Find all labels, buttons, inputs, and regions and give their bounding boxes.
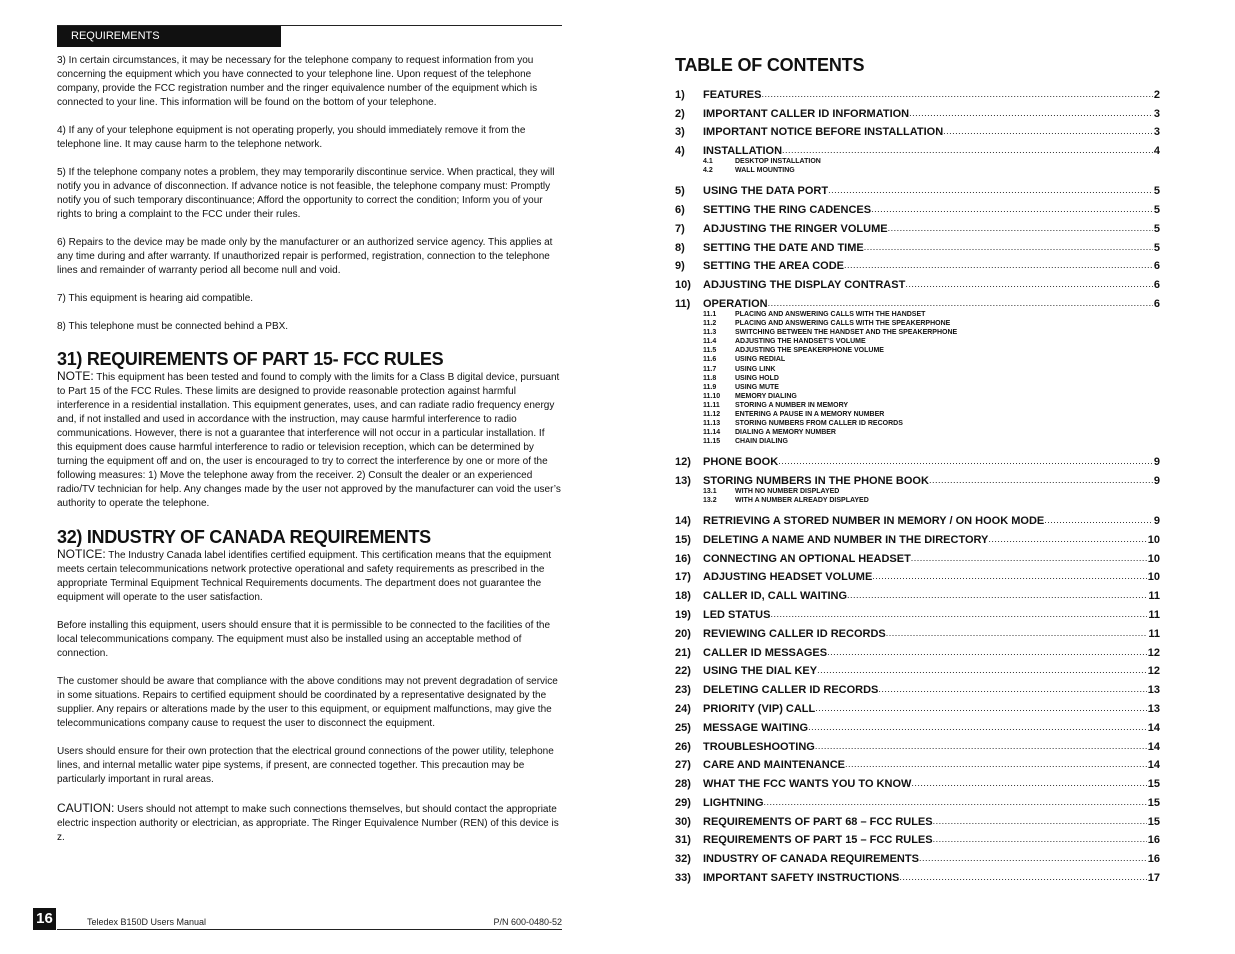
toc-entry[interactable] — [675, 120, 1160, 139]
paragraph: 6) Repairs to the device may be made only by the manufacturer or an authorized service agency. This applies at any time during and after warranty. If unauthorized repair is performed, registration, connection to the telephone lines and remainder of warranty period all become null and void. — [57, 237, 553, 276]
toc-entry-page: 6 — [1153, 260, 1160, 273]
toc-entry-number: 31) — [675, 834, 691, 847]
toc-subsection-number: 11.8 — [703, 374, 717, 382]
toc-entry-number: 14) — [675, 514, 691, 527]
toc-dot-leader — [943, 125, 1153, 138]
toc-entry-page: 10 — [1147, 571, 1160, 584]
toc-entry[interactable] — [675, 621, 1160, 640]
toc-entry-number: 13) — [675, 474, 691, 487]
toc-entry[interactable] — [675, 449, 1160, 468]
toc-entry-number: 16) — [675, 552, 691, 565]
toc-entry-label: CALLER ID, CALL WAITING — [703, 590, 848, 603]
caution-text: Users should not attempt to make such connections themselves, but should contact the appropriate electric inspection authority or electrician, as appropriate. The Ringer Equivalence Number (REN) of this device is z. — [57, 804, 559, 843]
toc-entry[interactable] — [675, 235, 1160, 254]
paragraph: The customer should be aware that compliance with the above conditions may not prevent degradation of service in some situations. Repairs to certified equipment should be coordinated by a representative designated by the supplier. Any repairs or alterations made by the user to this equipment, or equipment malfunctions, may give the telecommunications company cause to request the user to disconnect the equipment. — [57, 676, 558, 729]
toc-dot-leader — [782, 144, 1153, 157]
toc-dot-leader — [845, 758, 1147, 771]
toc-subsection-list — [703, 487, 1160, 505]
toc-subsection-label: USING LINK — [735, 365, 776, 373]
toc-subsection[interactable] — [703, 337, 1160, 346]
toc-subsection-list — [703, 310, 1160, 446]
footer-part-number: P/N 600-0480-52 — [493, 917, 562, 927]
toc-entry-page: 9 — [1153, 456, 1160, 469]
toc-subsection[interactable] — [703, 437, 1160, 446]
note-label: NOTE: — [57, 369, 94, 383]
toc-subsection[interactable] — [703, 383, 1160, 392]
toc-entry-label: LED STATUS — [703, 608, 771, 621]
toc-entry-page: 15 — [1147, 796, 1160, 809]
section-32-text — [57, 547, 562, 605]
toc-entry-number: 2) — [675, 107, 685, 120]
toc-entry-page: 14 — [1147, 759, 1160, 772]
paragraph: 8) This telephone must be connected behind a PBX. — [57, 321, 289, 332]
left-page-body — [57, 54, 562, 859]
toc-entry-number: 28) — [675, 778, 691, 791]
toc-entry-page: 2 — [1153, 88, 1160, 101]
toc-subsection-number: 11.9 — [703, 383, 717, 391]
section-31-text — [57, 369, 562, 511]
toc-entry[interactable] — [675, 138, 1160, 157]
toc-entry[interactable] — [675, 696, 1160, 715]
toc-entry[interactable] — [675, 865, 1160, 884]
toc-entry[interactable] — [675, 602, 1160, 621]
toc-subsection-number: 13.1 — [703, 487, 717, 495]
toc-subsection-number: 11.14 — [703, 429, 721, 437]
toc-subsection-number: 11.4 — [703, 338, 717, 346]
toc-dot-leader — [761, 88, 1152, 101]
toc-entry-page: 11 — [1148, 590, 1160, 603]
page-number: 16 — [33, 908, 56, 930]
toc-entry-number: 12) — [675, 456, 691, 469]
toc-dot-leader — [988, 533, 1146, 546]
toc-subsection[interactable] — [703, 365, 1160, 374]
toc-entry-label: SETTING THE DATE AND TIME — [703, 241, 864, 254]
toc-entry-label: DELETING A NAME AND NUMBER IN THE DIRECTORY — [703, 533, 989, 546]
toc-entry-number: 5) — [675, 185, 685, 198]
toc-entry-label: DELETING CALLER ID RECORDS — [703, 684, 879, 697]
toc-entry[interactable] — [675, 771, 1160, 790]
toc-subsection-label: STORING A NUMBER IN MEMORY — [735, 401, 849, 409]
toc-subsection-label: USING REDIAL — [735, 356, 786, 364]
toc-subsection[interactable] — [703, 355, 1160, 364]
toc-subsection[interactable] — [703, 310, 1160, 319]
toc-subsection[interactable] — [703, 157, 1160, 166]
toc-entry-label: REQUIREMENTS OF PART 15 – FCC RULES — [703, 834, 933, 847]
toc-subsection[interactable] — [703, 428, 1160, 437]
caution-label: CAUTION: — [57, 801, 115, 815]
notice-label: NOTICE: — [57, 547, 106, 561]
toc-entry-label: RETRIEVING A STORED NUMBER IN MEMORY / ON HOOK MODE — [703, 514, 1045, 527]
toc-entry-page: 15 — [1147, 778, 1160, 791]
toc-entry-page: 5 — [1153, 185, 1160, 198]
toc-entry[interactable] — [675, 216, 1160, 235]
toc-entry-page: 5 — [1153, 203, 1160, 216]
toc-subsection-label: ENTERING A PAUSE IN A MEMORY NUMBER — [735, 410, 885, 418]
footer — [87, 917, 562, 927]
toc-entry-number: 21) — [675, 646, 691, 659]
toc-entry[interactable] — [675, 527, 1160, 546]
toc-entry-label: SETTING THE RING CADENCES — [703, 203, 872, 216]
toc-dot-leader — [888, 222, 1153, 235]
toc-entry-label: LIGHTNING — [703, 796, 764, 809]
paragraph: Before installing this equipment, users should ensure that it is permissible to be connected to the facilities of the local telecommunications company. The equipment must also be installed using an acceptable method of connection. — [57, 620, 551, 659]
left-page — [57, 25, 562, 935]
toc-entry[interactable] — [675, 565, 1160, 584]
toc-entry[interactable] — [675, 82, 1160, 101]
toc-subsection[interactable] — [703, 346, 1160, 355]
toc-dot-leader — [905, 278, 1153, 291]
toc-entry-label: PHONE BOOK — [703, 456, 779, 469]
toc-entry-label: REQUIREMENTS OF PART 68 – FCC RULES — [703, 815, 933, 828]
toc-entry[interactable] — [675, 677, 1160, 696]
toc-entry-label: IMPORTANT CALLER ID INFORMATION — [703, 107, 910, 120]
toc-dot-leader — [929, 474, 1153, 487]
toc-dot-leader — [911, 552, 1147, 565]
toc-subsection-number: 13.2 — [703, 497, 717, 505]
toc-entry-number: 22) — [675, 665, 691, 678]
toc-entry-label: IMPORTANT NOTICE BEFORE INSTALLATION — [703, 126, 944, 139]
toc-subsection[interactable] — [703, 419, 1160, 428]
toc-entry-label: PRIORITY (VIP) CALL — [703, 702, 816, 715]
toc-entry[interactable] — [675, 734, 1160, 753]
toc-entry-page: 10 — [1147, 552, 1160, 565]
toc-entry-page: 16 — [1147, 853, 1160, 866]
toc-entry-number: 23) — [675, 684, 691, 697]
toc-title: TABLE OF CONTENTS — [675, 55, 865, 75]
toc-entry-page: 3 — [1153, 126, 1160, 139]
toc-dot-leader — [815, 702, 1147, 715]
toc-entry-number: 4) — [675, 145, 685, 158]
toc-entry[interactable] — [675, 101, 1160, 120]
toc-subsection-label: USING HOLD — [735, 374, 779, 382]
toc-entry-page: 13 — [1147, 702, 1160, 715]
toc-entry-label: INDUSTRY OF CANADA REQUIREMENTS — [703, 853, 919, 866]
toc-subsection[interactable] — [703, 401, 1160, 410]
toc-subsection-label: WITH NO NUMBER DISPLAYED — [735, 487, 840, 495]
toc-entry[interactable] — [675, 546, 1160, 565]
toc-entry-page: 16 — [1147, 834, 1160, 847]
section-tab: REQUIREMENTS — [57, 26, 281, 47]
toc-entry-number: 1) — [675, 88, 685, 101]
toc-entry-number: 30) — [675, 815, 691, 828]
toc-dot-leader — [1044, 514, 1153, 527]
toc-entry-label: CALLER ID MESSAGES — [703, 646, 828, 659]
toc-subsection-number: 11.12 — [703, 410, 721, 418]
toc-dot-leader — [808, 721, 1147, 734]
toc-entry[interactable] — [675, 508, 1160, 527]
toc-subsection-number: 11.3 — [703, 329, 717, 337]
section-31-heading: 31) REQUIREMENTS OF PART 15- FCC RULES — [57, 349, 444, 369]
right-page — [675, 54, 1160, 884]
toc-subsection-number: 11.11 — [703, 401, 720, 409]
toc-entry-label: IMPORTANT SAFETY INSTRUCTIONS — [703, 872, 900, 885]
toc-entry-number: 19) — [675, 608, 691, 621]
toc-dot-leader — [844, 259, 1153, 272]
toc-entry-page: 11 — [1148, 608, 1160, 621]
note-text: This equipment has been tested and found to comply with the limits for a Class B digital device, pursuant to Part 15 of the FCC Rules. These limits are designed to provide reasonable protection against harmful interference in a residential installation. This equipment generates, uses, and can radiate radio frequency energy and, if not installed and used in accordance with the instruction, may cause harmful interference to radio communications. However, there is not a guarantee that interference will not occur in a particular installation. If this equipment does cause harmful interference to radio or television reception, which can be determined by turning the equipment off and on, the user is encouraged to try to correct the interference by one or more of the following measures: 1) Move the telephone away from the receiver. 2) Consult the dealer or an experienced radio/TV technician for help. Any changes made by the user not approved by the manufacturer can void the user’s authority to operate the telephone. — [57, 372, 561, 509]
toc-subsection[interactable] — [703, 374, 1160, 383]
toc-entry[interactable] — [675, 197, 1160, 216]
toc-dot-leader — [827, 646, 1147, 659]
toc-entry-number: 33) — [675, 872, 691, 885]
toc-dot-leader — [768, 297, 1153, 310]
toc-entry-label: TROUBLESHOOTING — [703, 740, 815, 753]
toc-entry-label: CARE AND MAINTENANCE — [703, 759, 845, 772]
toc-entry[interactable] — [675, 583, 1160, 602]
toc-entry-page: 9 — [1153, 514, 1160, 527]
toc-subsection-label: CHAIN DIALING — [735, 438, 788, 446]
toc-entry-page: 5 — [1153, 222, 1160, 235]
toc-subsection-number: 11.15 — [703, 438, 721, 446]
toc-dot-leader — [815, 740, 1147, 753]
toc-entry-label: ADJUSTING THE DISPLAY CONTRAST — [703, 279, 906, 292]
toc-subsection[interactable] — [703, 392, 1160, 401]
toc-entry-number: 17) — [675, 571, 691, 584]
toc-subsection-number: 11.7 — [703, 365, 717, 373]
toc-entry-page: 14 — [1147, 740, 1160, 753]
toc-subsection-number: 11.1 — [703, 310, 717, 318]
toc-entry-number: 9) — [675, 260, 685, 273]
toc-entry-number: 27) — [675, 759, 691, 772]
toc-dot-leader — [933, 833, 1147, 846]
toc-entry-label: WHAT THE FCC WANTS YOU TO KNOW — [703, 778, 912, 791]
toc-dot-leader — [847, 589, 1147, 602]
toc-subsection-label: MEMORY DIALING — [735, 392, 797, 400]
toc-entry-label: INSTALLATION — [703, 145, 783, 158]
toc-entry-number: 6) — [675, 203, 685, 216]
toc-entry-number: 25) — [675, 721, 691, 734]
toc-dot-leader — [828, 184, 1153, 197]
toc-entry-page: 3 — [1153, 107, 1160, 120]
toc-entry-label: MESSAGE WAITING — [703, 721, 809, 734]
toc-entry[interactable] — [675, 468, 1160, 487]
toc-entry[interactable] — [675, 790, 1160, 809]
toc-entry-number: 10) — [675, 279, 691, 292]
toc-entry-number: 29) — [675, 796, 691, 809]
toc-entry[interactable] — [675, 272, 1160, 291]
toc-entry-number: 24) — [675, 702, 691, 715]
toc-subsection-label: DIALING A MEMORY NUMBER — [735, 429, 836, 437]
toc-entry-label: ADJUSTING HEADSET VOLUME — [703, 571, 873, 584]
toc-dot-leader — [878, 683, 1146, 696]
toc-entry-label: FEATURES — [703, 88, 762, 101]
toc-dot-leader — [911, 777, 1146, 790]
toc-entry-page: 12 — [1147, 665, 1160, 678]
footer-rule — [57, 929, 562, 930]
toc-subsection-label: WALL MOUNTING — [735, 167, 795, 175]
toc-dot-leader — [886, 627, 1148, 640]
toc-dot-leader — [764, 796, 1147, 809]
notice-text: The Industry Canada label identifies certified equipment. This certification means that the equipment meets certain telecommunications network protective operational and safety requirements as prescribed in the appropriate Terminal Equipment Technical Requirements documents. The department does not guarantee the equipment will operate to the user satisfaction. — [57, 550, 552, 603]
paragraph: 7) This equipment is hearing aid compatible. — [57, 293, 254, 304]
paragraph: 4) If any of your telephone equipment is not operating properly, you should immediately remove it from the telephone line. It may cause harm to the telephone network. — [57, 125, 526, 150]
toc-entry-label: STORING NUMBERS IN THE PHONE BOOK — [703, 474, 929, 487]
toc-entry-page: 10 — [1147, 533, 1160, 546]
toc-entry[interactable] — [675, 178, 1160, 197]
toc-entry-number: 32) — [675, 853, 691, 866]
toc-entry-number: 11) — [675, 297, 691, 310]
toc-list — [675, 82, 1160, 884]
toc-entry-number: 18) — [675, 590, 691, 603]
toc-subsection-label: PLACING AND ANSWERING CALLS WITH THE HANDSET — [735, 310, 926, 318]
toc-entry-page: 5 — [1153, 241, 1160, 254]
toc-entry-page: 14 — [1147, 721, 1160, 734]
toc-entry-label: ADJUSTING THE RINGER VOLUME — [703, 222, 888, 235]
toc-dot-leader — [864, 241, 1153, 254]
toc-entry-number: 26) — [675, 740, 691, 753]
paragraph: Users should ensure for their own protection that the electrical ground connections of the power utility, telephone lines, and internal metallic water pipe systems, if present, are connected together. This precaution may be particularly important in rural areas. — [57, 746, 554, 785]
toc-entry-page: 13 — [1147, 684, 1160, 697]
toc-entry-page: 12 — [1147, 646, 1160, 659]
toc-dot-leader — [817, 664, 1147, 677]
toc-entry[interactable] — [675, 846, 1160, 865]
toc-dot-leader — [871, 203, 1153, 216]
toc-entry-label: USING THE DIAL KEY — [703, 665, 818, 678]
toc-subsection[interactable] — [703, 319, 1160, 328]
toc-entry[interactable] — [675, 828, 1160, 847]
toc-entry-number: 8) — [675, 241, 685, 254]
toc-entry-page: 17 — [1147, 872, 1160, 885]
toc-subsection-label: SWITCHING BETWEEN THE HANDSET AND THE SPEAKERPHONE — [735, 329, 958, 337]
toc-entry-label: SETTING THE AREA CODE — [703, 260, 844, 273]
toc-subsection-number: 11.13 — [703, 420, 721, 428]
toc-subsection[interactable] — [703, 166, 1160, 175]
toc-subsection-number: 4.1 — [703, 158, 713, 166]
toc-entry-number: 20) — [675, 627, 691, 640]
toc-subsection[interactable] — [703, 410, 1160, 419]
toc-subsection[interactable] — [703, 328, 1160, 337]
toc-entry[interactable] — [675, 640, 1160, 659]
toc-subsection-number: 11.2 — [703, 320, 717, 328]
toc-entry-page: 6 — [1153, 297, 1160, 310]
toc-subsection[interactable] — [703, 496, 1160, 505]
toc-subsection-number: 4.2 — [703, 167, 713, 175]
toc-entry[interactable] — [675, 753, 1160, 772]
toc-entry-page: 15 — [1147, 815, 1160, 828]
toc-subsection-label: PLACING AND ANSWERING CALLS WITH THE SPEAKERPHONE — [735, 320, 951, 328]
toc-subsection-label: WITH A NUMBER ALREADY DISPLAYED — [735, 497, 869, 505]
toc-entry[interactable] — [675, 291, 1160, 310]
toc-subsection-list — [703, 157, 1160, 175]
toc-subsection-label: ADJUSTING THE HANDSET’S VOLUME — [735, 338, 866, 346]
toc-dot-leader — [933, 815, 1147, 828]
toc-dot-leader — [872, 570, 1146, 583]
toc-entry-number: 7) — [675, 222, 685, 235]
toc-subsection-label: DESKTOP INSTALLATION — [735, 158, 821, 166]
toc-dot-leader — [899, 871, 1146, 884]
toc-subsection-label: USING MUTE — [735, 383, 779, 391]
toc-dot-leader — [919, 852, 1147, 865]
toc-entry[interactable] — [675, 659, 1160, 678]
toc-subsection-number: 11.10 — [703, 392, 721, 400]
paragraph: 3) In certain circumstances, it may be necessary for the telephone company to request information from you concerning the equipment which you have connected to your telephone line. Upon request of the telephone company, provide the FCC registration number and the ringer equivalence number of the equipment which is connected to your line. This information will be found on the bottom of your telephone. — [57, 55, 538, 108]
toc-entry-page: 11 — [1148, 627, 1160, 640]
toc-entry-label: OPERATION — [703, 297, 768, 310]
toc-dot-leader — [778, 455, 1153, 468]
toc-subsection-number: 11.6 — [703, 356, 717, 364]
paragraph: 5) If the telephone company notes a problem, they may temporarily discontinue service. When practical, they will notify you in advance of disconnection. If advance notice is not feasible, the telephone company must: Promptly notify you of such temporary discontinuance; Afford the opportunity to correct the condition; Inform you of your rights to bring a complaint to the FCC under their rules. — [57, 167, 555, 220]
toc-entry-page: 6 — [1153, 279, 1160, 292]
toc-subsection[interactable] — [703, 487, 1160, 496]
footer-manual-title: Teledex B150D Users Manual — [87, 917, 207, 927]
toc-subsection-number: 11.5 — [703, 347, 717, 355]
toc-entry[interactable] — [675, 809, 1160, 828]
toc-entry-label: CONNECTING AN OPTIONAL HEADSET — [703, 552, 911, 565]
toc-dot-leader — [909, 107, 1153, 120]
toc-entry-label: USING THE DATA PORT — [703, 185, 829, 198]
toc-entry[interactable] — [675, 715, 1160, 734]
toc-entry-number: 3) — [675, 126, 685, 139]
toc-entry-page: 4 — [1153, 145, 1160, 158]
toc-subsection-label: STORING NUMBERS FROM CALLER ID RECORDS — [735, 420, 903, 428]
caution-paragraph — [57, 801, 562, 845]
toc-dot-leader — [770, 608, 1147, 621]
toc-entry-page: 9 — [1153, 474, 1160, 487]
toc-entry[interactable] — [675, 254, 1160, 273]
toc-entry-number: 15) — [675, 533, 691, 546]
toc-entry-label: REVIEWING CALLER ID RECORDS — [703, 627, 886, 640]
toc-subsection-label: ADJUSTING THE SPEAKERPHONE VOLUME — [735, 347, 884, 355]
section-32-heading: 32) INDUSTRY OF CANADA REQUIREMENTS — [57, 527, 431, 547]
